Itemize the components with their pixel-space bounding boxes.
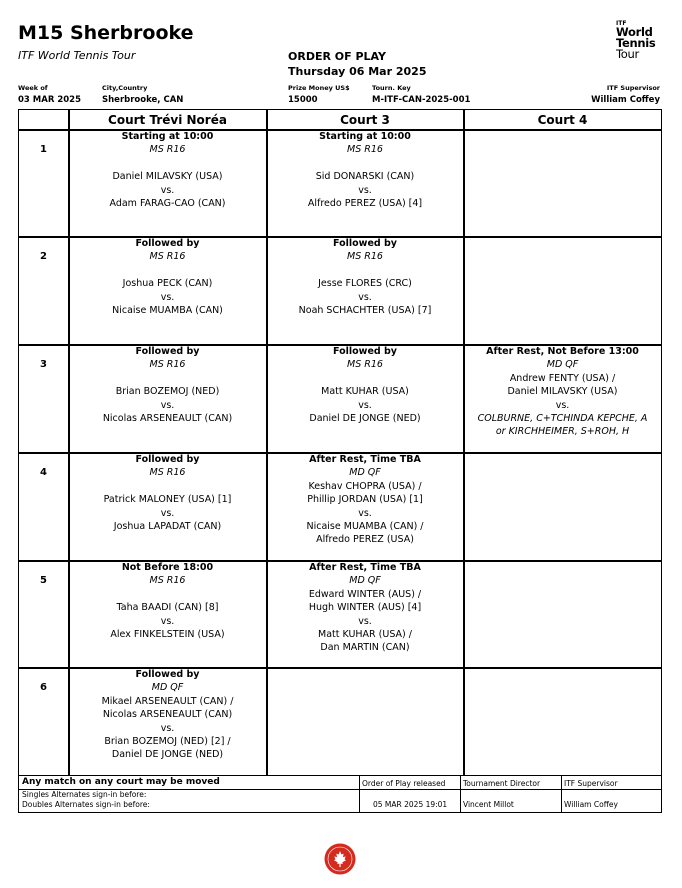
versus-label: vs. xyxy=(160,399,175,411)
prize-label: Prize Money US$ xyxy=(288,84,350,92)
player-line: Alfredo PEREZ (USA) xyxy=(316,534,414,546)
city-label: City,Country xyxy=(102,84,148,92)
player-line xyxy=(267,372,463,385)
match-cell xyxy=(69,130,266,210)
versus-label: vs. xyxy=(358,291,372,303)
player-line xyxy=(69,588,266,601)
logo-line-3: Tour xyxy=(616,47,639,61)
player-line: Andrew FENTY (USA) / xyxy=(509,372,616,384)
player-line: Alex FINKELSTEIN (USA) xyxy=(110,629,225,641)
match-start-time: Not Before 18:00 xyxy=(121,562,214,573)
player-line xyxy=(69,480,266,493)
player-line: Matt KUHAR (USA) xyxy=(321,386,409,398)
city-value: Sherbrooke, CAN xyxy=(102,95,184,105)
match-start-time: Starting at 10:00 xyxy=(319,131,411,142)
player-line: Alfredo PEREZ (USA) [4] xyxy=(307,198,423,210)
released-label: Order of Play released xyxy=(362,779,446,788)
player-line: Daniel MILAVSKY (USA) xyxy=(507,386,618,398)
versus-label: vs. xyxy=(160,507,175,519)
versus-label: vs. xyxy=(160,291,175,303)
match-start-time: After Rest, Time TBA xyxy=(309,454,421,465)
row-number: 4 xyxy=(40,467,47,478)
director-value: Vincent Millot xyxy=(463,800,514,809)
player-line: Keshav CHOPRA (USA) / xyxy=(308,480,422,492)
court-header-2: Court 3 xyxy=(340,113,390,127)
match-cell xyxy=(69,561,266,641)
player-line: Hugh WINTER (AUS) [4] xyxy=(308,602,422,614)
match-start-time: Followed by xyxy=(135,669,200,680)
footer-supervisor-value: William Coffey xyxy=(564,800,618,809)
match-cell xyxy=(267,345,463,425)
player-line: Edward WINTER (AUS) / xyxy=(308,588,422,600)
footer-notice: Any match on any court may be moved xyxy=(22,777,220,787)
match-round: MS R16 xyxy=(149,467,186,479)
player-line: Dan MARTIN (CAN) xyxy=(320,642,410,654)
versus-label: vs. xyxy=(358,615,372,627)
play-date: Thursday 06 Mar 2025 xyxy=(288,65,427,78)
order-of-play-grid xyxy=(18,109,662,776)
tourn-key-label: Tourn. Key xyxy=(372,84,411,92)
match-start-time: Followed by xyxy=(135,238,200,249)
player-line: Brian BOZEMOJ (NED) xyxy=(115,386,220,398)
player-line: Adam FARAG-CAO (CAN) xyxy=(109,198,226,210)
match-round: MS R16 xyxy=(347,144,383,156)
player-line: Nicaise MUAMBA (CAN) / xyxy=(306,521,424,533)
doubles-alternates: Doubles Alternates sign-in before: xyxy=(22,800,150,809)
match-cell xyxy=(464,345,661,439)
row-number: 5 xyxy=(40,575,47,586)
row-number: 2 xyxy=(40,251,47,262)
player-line xyxy=(69,157,266,170)
match-cell xyxy=(69,237,266,317)
director-label: Tournament Director xyxy=(463,779,541,788)
match-cell xyxy=(267,130,463,210)
match-round: MD QF xyxy=(151,682,184,694)
match-start-time: After Rest, Time TBA xyxy=(309,562,421,573)
footer-supervisor-label: ITF Supervisor xyxy=(564,779,618,788)
match-cell xyxy=(69,668,266,762)
versus-label: vs. xyxy=(160,615,175,627)
player-line: Jesse FLORES (CRC) xyxy=(318,278,412,290)
match-round: MS R16 xyxy=(149,359,186,371)
tennis-canada-logo-icon xyxy=(324,843,356,875)
match-round: MS R16 xyxy=(149,575,186,587)
tour-name: ITF World Tennis Tour xyxy=(18,49,136,62)
player-line xyxy=(267,157,463,170)
prize-value: 15000 xyxy=(288,95,318,105)
versus-label: vs. xyxy=(358,399,372,411)
world-tennis-tour-logo xyxy=(616,20,670,60)
row-number: 3 xyxy=(40,359,47,370)
match-cell xyxy=(69,345,266,425)
match-start-time: Followed by xyxy=(333,346,397,357)
court-header-3: Court 4 xyxy=(537,113,588,127)
row-number: 1 xyxy=(40,144,47,155)
player-line: Noah SCHACHTER (USA) [7] xyxy=(298,305,432,317)
player-line xyxy=(267,264,463,277)
week-value: 03 MAR 2025 xyxy=(18,95,81,105)
player-line: Sid DONARSKI (CAN) xyxy=(315,171,415,183)
player-line: Joshua LAPADAT (CAN) xyxy=(113,521,222,533)
logo-itf-text: ITF xyxy=(616,20,627,27)
match-round: MD QF xyxy=(349,575,381,587)
match-start-time: Followed by xyxy=(333,238,397,249)
singles-alternates: Singles Alternates sign-in before: xyxy=(22,790,147,799)
versus-label: vs. xyxy=(555,399,570,411)
row-number: 6 xyxy=(40,682,47,693)
player-line: or KIRCHHEIMER, S+ROH, H xyxy=(495,426,630,438)
player-line: Mikael ARSENEAULT (CAN) / xyxy=(101,695,234,707)
player-line: Nicaise MUAMBA (CAN) xyxy=(112,305,223,317)
player-line: Taha BAADI (CAN) [8] xyxy=(116,602,219,614)
match-round: MS R16 xyxy=(347,359,383,371)
player-line: Daniel DE JONGE (NED) xyxy=(309,413,421,425)
player-line: Patrick MALONEY (USA) [1] xyxy=(103,494,232,506)
player-line: Phillip JORDAN (USA) [1] xyxy=(307,494,423,506)
player-line: COLBURNE, C+TCHINDA KEPCHE, A xyxy=(477,413,648,425)
match-round: MD QF xyxy=(349,467,381,479)
match-start-time: Followed by xyxy=(135,454,200,465)
player-line: Nicolas ARSENEAULT (CAN) xyxy=(102,709,233,721)
match-round: MS R16 xyxy=(347,251,383,263)
versus-label: vs. xyxy=(358,184,372,196)
versus-label: vs. xyxy=(160,722,175,734)
released-value: 05 MAR 2025 19:01 xyxy=(373,800,448,809)
match-round: MS R16 xyxy=(149,144,186,156)
player-line: Joshua PECK (CAN) xyxy=(122,278,213,290)
match-cell xyxy=(267,237,463,317)
match-cell xyxy=(267,561,463,655)
court-header-1: Court Trévi Noréa xyxy=(108,113,227,127)
player-line: Daniel DE JONGE (NED) xyxy=(111,749,224,761)
player-line: Brian BOZEMOJ (NED) [2] / xyxy=(104,736,231,748)
tourn-key-value: M-ITF-CAN-2025-001 xyxy=(372,95,471,105)
supervisor-value: William Coffey xyxy=(591,95,660,105)
footer-table xyxy=(18,776,662,813)
match-start-time: Followed by xyxy=(135,346,200,357)
match-round: MD QF xyxy=(546,359,579,371)
versus-label: vs. xyxy=(358,507,372,519)
player-line xyxy=(69,264,266,277)
player-line: Matt KUHAR (USA) / xyxy=(318,629,412,641)
match-cell xyxy=(69,453,266,533)
week-label: Week of xyxy=(18,84,48,92)
logo-line-1: World xyxy=(616,25,653,39)
supervisor-label: ITF Supervisor xyxy=(606,84,660,92)
logo-line-2: Tennis xyxy=(616,36,656,50)
player-line: Nicolas ARSENEAULT (CAN) xyxy=(102,413,233,425)
player-line xyxy=(69,372,266,385)
match-round: MS R16 xyxy=(149,251,186,263)
versus-label: vs. xyxy=(160,184,175,196)
match-cell xyxy=(267,453,463,547)
player-line: Daniel MILAVSKY (USA) xyxy=(112,171,223,183)
tournament-title: M15 Sherbrooke xyxy=(18,22,194,44)
match-start-time: After Rest, Not Before 13:00 xyxy=(486,346,639,357)
order-of-play-heading: ORDER OF PLAY xyxy=(288,50,386,63)
match-start-time: Starting at 10:00 xyxy=(121,131,214,142)
